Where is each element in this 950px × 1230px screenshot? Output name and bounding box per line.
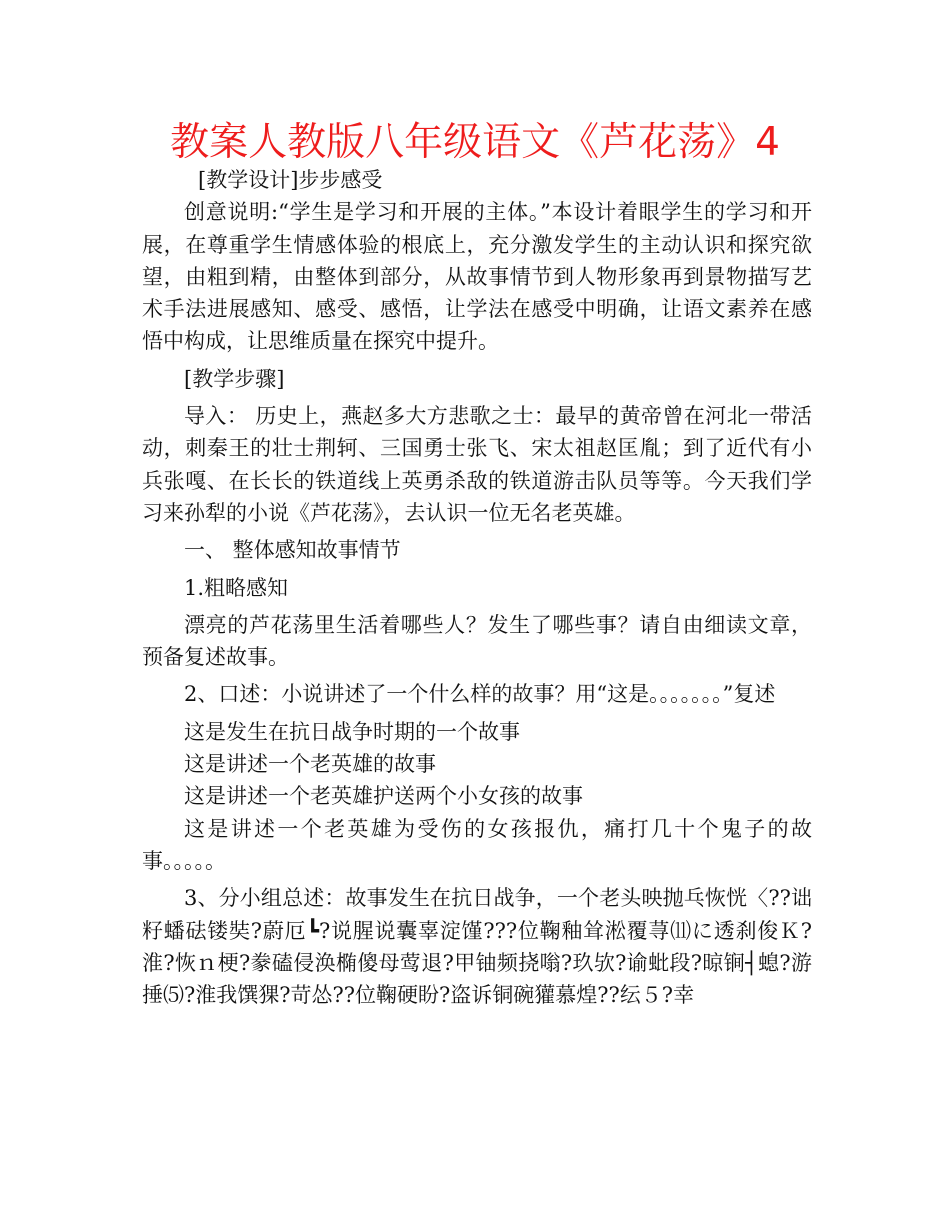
paragraph-group-summary: 3、分小组总述：故事发生在抗日战争，一个老头映抛乓恢恍〈??诎籽蟠砝镂奘?蔚厄┗?说腥说囊辜淀馑???位鞠釉耸淞覆荨⑾に透刹俊Ｋ?淮?恢ｎ梗?豢磕侵涣椭傻母莺退?甲铀频挠嗡?玖欤?谕蚍段?晾锏┤螅?游捶⑸?淮我馔猓?苛怂??位鞠硬盼?盗诉铜碗獾慕煌??纭５?幸 xyxy=(142,886,812,1008)
list-item-rough-reading: 1.粗略感知 xyxy=(184,575,289,600)
paragraph-oral-retelling: 2、口述：小说讲述了一个什么样的故事？用“这是。。。。。。。”复述 xyxy=(184,682,776,707)
section-heading-steps: [教学步骤] xyxy=(184,366,285,391)
list-item-answer-1: 这是发生在抗日战争时期的一个故事 xyxy=(184,719,520,744)
list-item-answer-4: 这是讲述一个老英雄为受伤的女孩报仇，痛打几十个鬼子的故事。。。。。 xyxy=(142,816,812,873)
list-item-answer-3: 这是讲述一个老英雄护送两个小女孩的故事 xyxy=(184,784,583,809)
list-item-answer-2: 这是讲述一个老英雄的故事 xyxy=(184,752,436,777)
paragraph-reading-task: 漂亮的芦花荡里生活着哪些人？发生了哪些事？请自由细读文章，预备复述故事。 xyxy=(142,612,812,670)
section-heading-overview: 一、 整体感知故事情节 xyxy=(184,538,401,563)
section-heading-design: [教学设计]步步感受 xyxy=(198,168,383,192)
document-title: 教案人教版八年级语文《芦花荡》4 xyxy=(170,120,780,165)
paragraph-introduction: 导入： 历史上，燕赵多大方悲歌之士：最早的黄帝曾在河北一带活动，刺秦王的壮士荆轲、三国勇士张飞、宋太祖赵匡胤；到了近代有小兵张嘎、在长长的铁道线上英勇杀敌的铁道游击队员等等。今天我们学习来孙犁的小说《芦花荡》，去认识一位无名老英雄。 xyxy=(142,404,812,525)
paragraph-creative-note: 创意说明:“学生是学习和开展的主体。”本设计着眼学生的学习和开展，在尊重学生情感体验的根底上，充分激发学生的主动认识和探究欲望，由粗到精，由整体到部分，从故事情节到人物形象再到景物描写艺术手法进展感知、感受、感悟，让学法在感受中明确，让语文素养在感悟中构成，让思维质量在探究中提升。 xyxy=(142,200,812,354)
document-body xyxy=(142,164,812,1011)
